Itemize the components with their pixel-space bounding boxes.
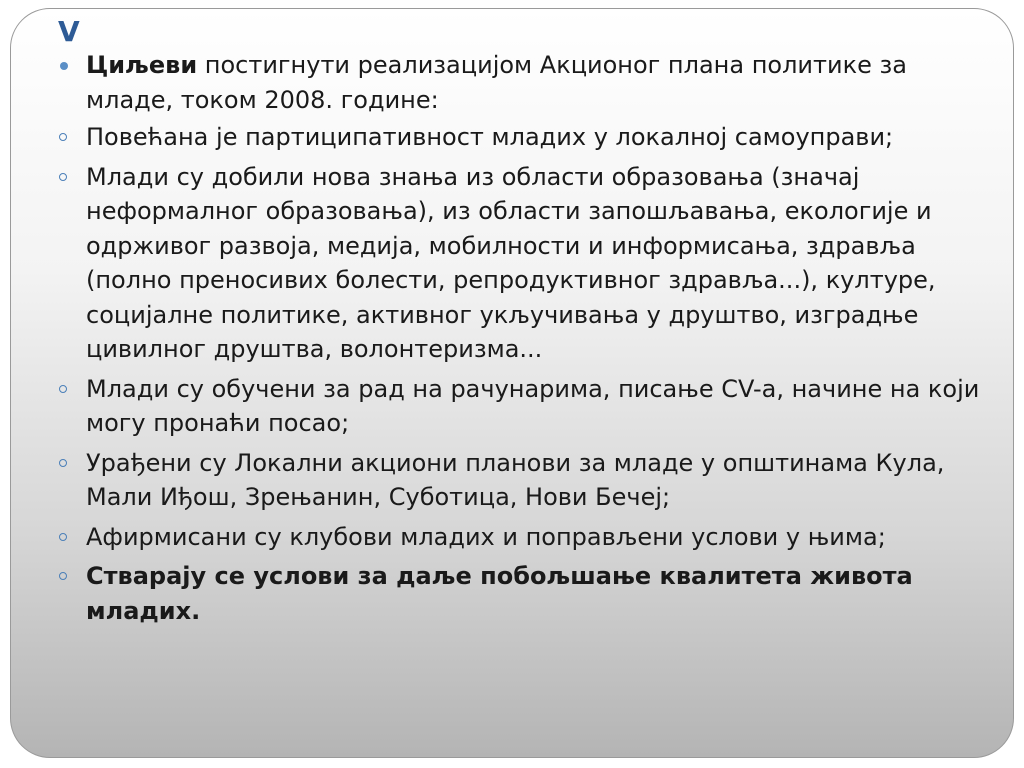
bullet-item-goals [11, 48, 1011, 117]
bullet-text: постигнути реализацијом Акционог плана политике за младе, током 2008. године: [86, 51, 907, 114]
bullet-text: Стварају се услови за даље побољшање квалитета живота младих. [86, 562, 913, 625]
bullet-lead-text: Циљеви [86, 51, 198, 79]
bullet-text: Млади су обучени за рад на рачунарима, писање CV-а, начине на који могу пронаћи посао; [86, 374, 980, 437]
bullet-item-local-plans [11, 446, 1011, 515]
bullet-circle-icon [56, 372, 76, 407]
bullet-item-participation [11, 120, 1011, 155]
bullet-item-youth-clubs [11, 520, 1011, 555]
content-panel [10, 8, 1014, 758]
bullet-dot-icon [56, 48, 76, 83]
bullet-text: Повећана је партиципативност младих у локалној самоуправи; [86, 123, 894, 151]
bullet-text: Афирмисани су клубови младих и поправљени услови у њима; [86, 522, 886, 551]
bullet-list [11, 48, 1011, 633]
bullet-item-training [11, 372, 1011, 441]
bullet-text: Млади су добили нова знања из области образовања (значај неформалног образовања), из области запошљавања, екологије и одрживог развоја, медија, мобилности и информисања, здравља (полно преносивих болести, репродуктивног здравља...), културе, социјалне политике, активног укључивања у друштво, изградње цивилног друштва, волонтеризма... [86, 162, 936, 363]
bullet-circle-icon [56, 120, 76, 155]
bullet-item-quality-of-life [11, 559, 1011, 628]
bullet-circle-icon [56, 446, 76, 481]
bullet-circle-icon [56, 160, 76, 195]
bullet-text: Урађени су Локални акциони планови за младе у општинама Кула, Мали Иђош, Зрењанин, Суботица, Нови Бечеј; [86, 448, 945, 511]
bullet-circle-icon [56, 520, 76, 555]
slide-title: V [58, 15, 80, 48]
bullet-item-knowledge [11, 160, 1011, 367]
bullet-circle-icon [56, 559, 76, 594]
